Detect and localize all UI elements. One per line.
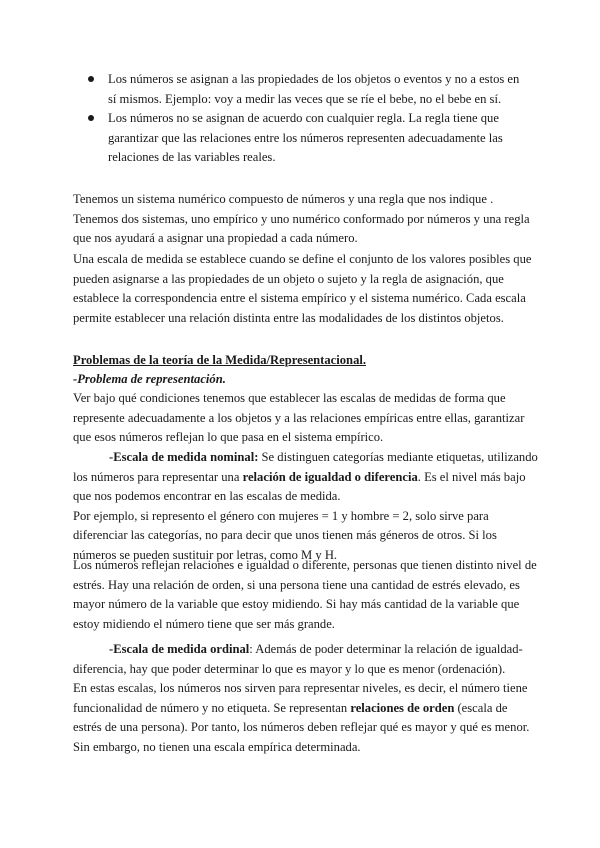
nominal-scale-example: Por ejemplo, si represento el género con mujeres = 1 y hombre = 2, solo sirve para diferenciar las categorías, no para decir que unos tienen más géneros de otros. Si los números se pueden sustituir por letras, como M y H. — [73, 508, 497, 562]
section-subheading: -Problema de representación. — [73, 372, 226, 386]
nominal-scale-definition — [73, 448, 538, 507]
bullet-text: Los números no se asignan de acuerdo con cualquier regla. La regla tiene que garantizar que las relaciones entre los números representen adecuadamente las relaciones de las variables reales. — [108, 111, 503, 165]
paragraph-number-system: Tenemos un sistema numérico compuesto de números y una regla que nos indique . Tenemos dos sistemas, uno empírico y uno numérico conformado por números y una regla que nos ayudará a asignar una propiedad a cada número. — [73, 192, 530, 246]
bullet-item — [88, 109, 528, 168]
ordinal-scale-label: -Escala de medida ordinal — [109, 642, 250, 656]
section-heading: Problemas de la teoría de la Medida/Representacional. — [73, 353, 367, 367]
ordinal-scale-detail — [73, 679, 538, 757]
ordinal-scale-definition — [73, 640, 538, 679]
nominal-scale-label: -Escala de medida nominal: — [109, 450, 259, 464]
paragraph-relations: Los números reflejan relaciones e igualdad o diferente, personas que tienen distinto nivel de estrés. Hay una relación de orden, si una persona tiene una cantidad de estrés elevado, es mayor número de la variable que estoy midiendo. Si hay más cantidad de la variable que estoy midiendo el número tiene que ser más grande. — [73, 558, 537, 631]
nominal-scale-text-end: . Es el nivel más bajo que nos podemos encontrar en las escalas de medida. — [73, 469, 526, 504]
ordinal-scale-detail-end: (escala de estrés de una persona). Por tanto, los números deben reflejar qué es mayor y qué es menor. Sin embargo, no tienen una escala empírica determinada. — [73, 700, 530, 754]
bullet-text: Los números se asignan a las propiedades de los objetos o eventos y no a estos en sí mismos. Ejemplo: voy a medir las veces que se ríe el bebe, no el bebe en sí. — [108, 72, 520, 106]
paragraph-representation: Ver bajo qué condiciones tenemos que establecer las escalas de medidas de forma que represente adecuadamente a los objetos y a las relaciones empíricas entre ellas, garantizar que esos números reflejan lo que pasa en el sistema empírico. — [73, 391, 525, 445]
nominal-scale-block — [73, 448, 538, 566]
nominal-scale-bold: relación de igualdad o diferencia — [242, 469, 418, 484]
bullet-item — [88, 70, 528, 109]
bullet-list — [88, 70, 528, 168]
ordinal-scale-detail-text: En estas escalas, los números nos sirven para representar niveles, es decir, el número tiene funcionalidad de número y no etiqueta. Se representan — [73, 681, 528, 715]
ordinal-scale-block — [73, 640, 538, 758]
ordinal-scale-bold: relaciones de orden — [350, 700, 455, 715]
ordinal-scale-text: : Además de poder determinar la relación de igualdad-diferencia, hay que poder determinar lo que es mayor y lo que es menor (ordenación). — [73, 642, 523, 676]
paragraph-measurement-scale: Una escala de medida se establece cuando se define el conjunto de los valores posibles que pueden asignarse a las propiedades de un objeto o sujeto y la regla de asignación, que establece la correspondencia entre el sistema empírico y el sistema numérico. Cada escala permite establecer una relación distinta entre las modalidades de los distintos objetos. — [73, 252, 532, 325]
nominal-scale-text: Se distinguen categorías mediante etiquetas, utilizando los números para representar una — [73, 450, 538, 484]
